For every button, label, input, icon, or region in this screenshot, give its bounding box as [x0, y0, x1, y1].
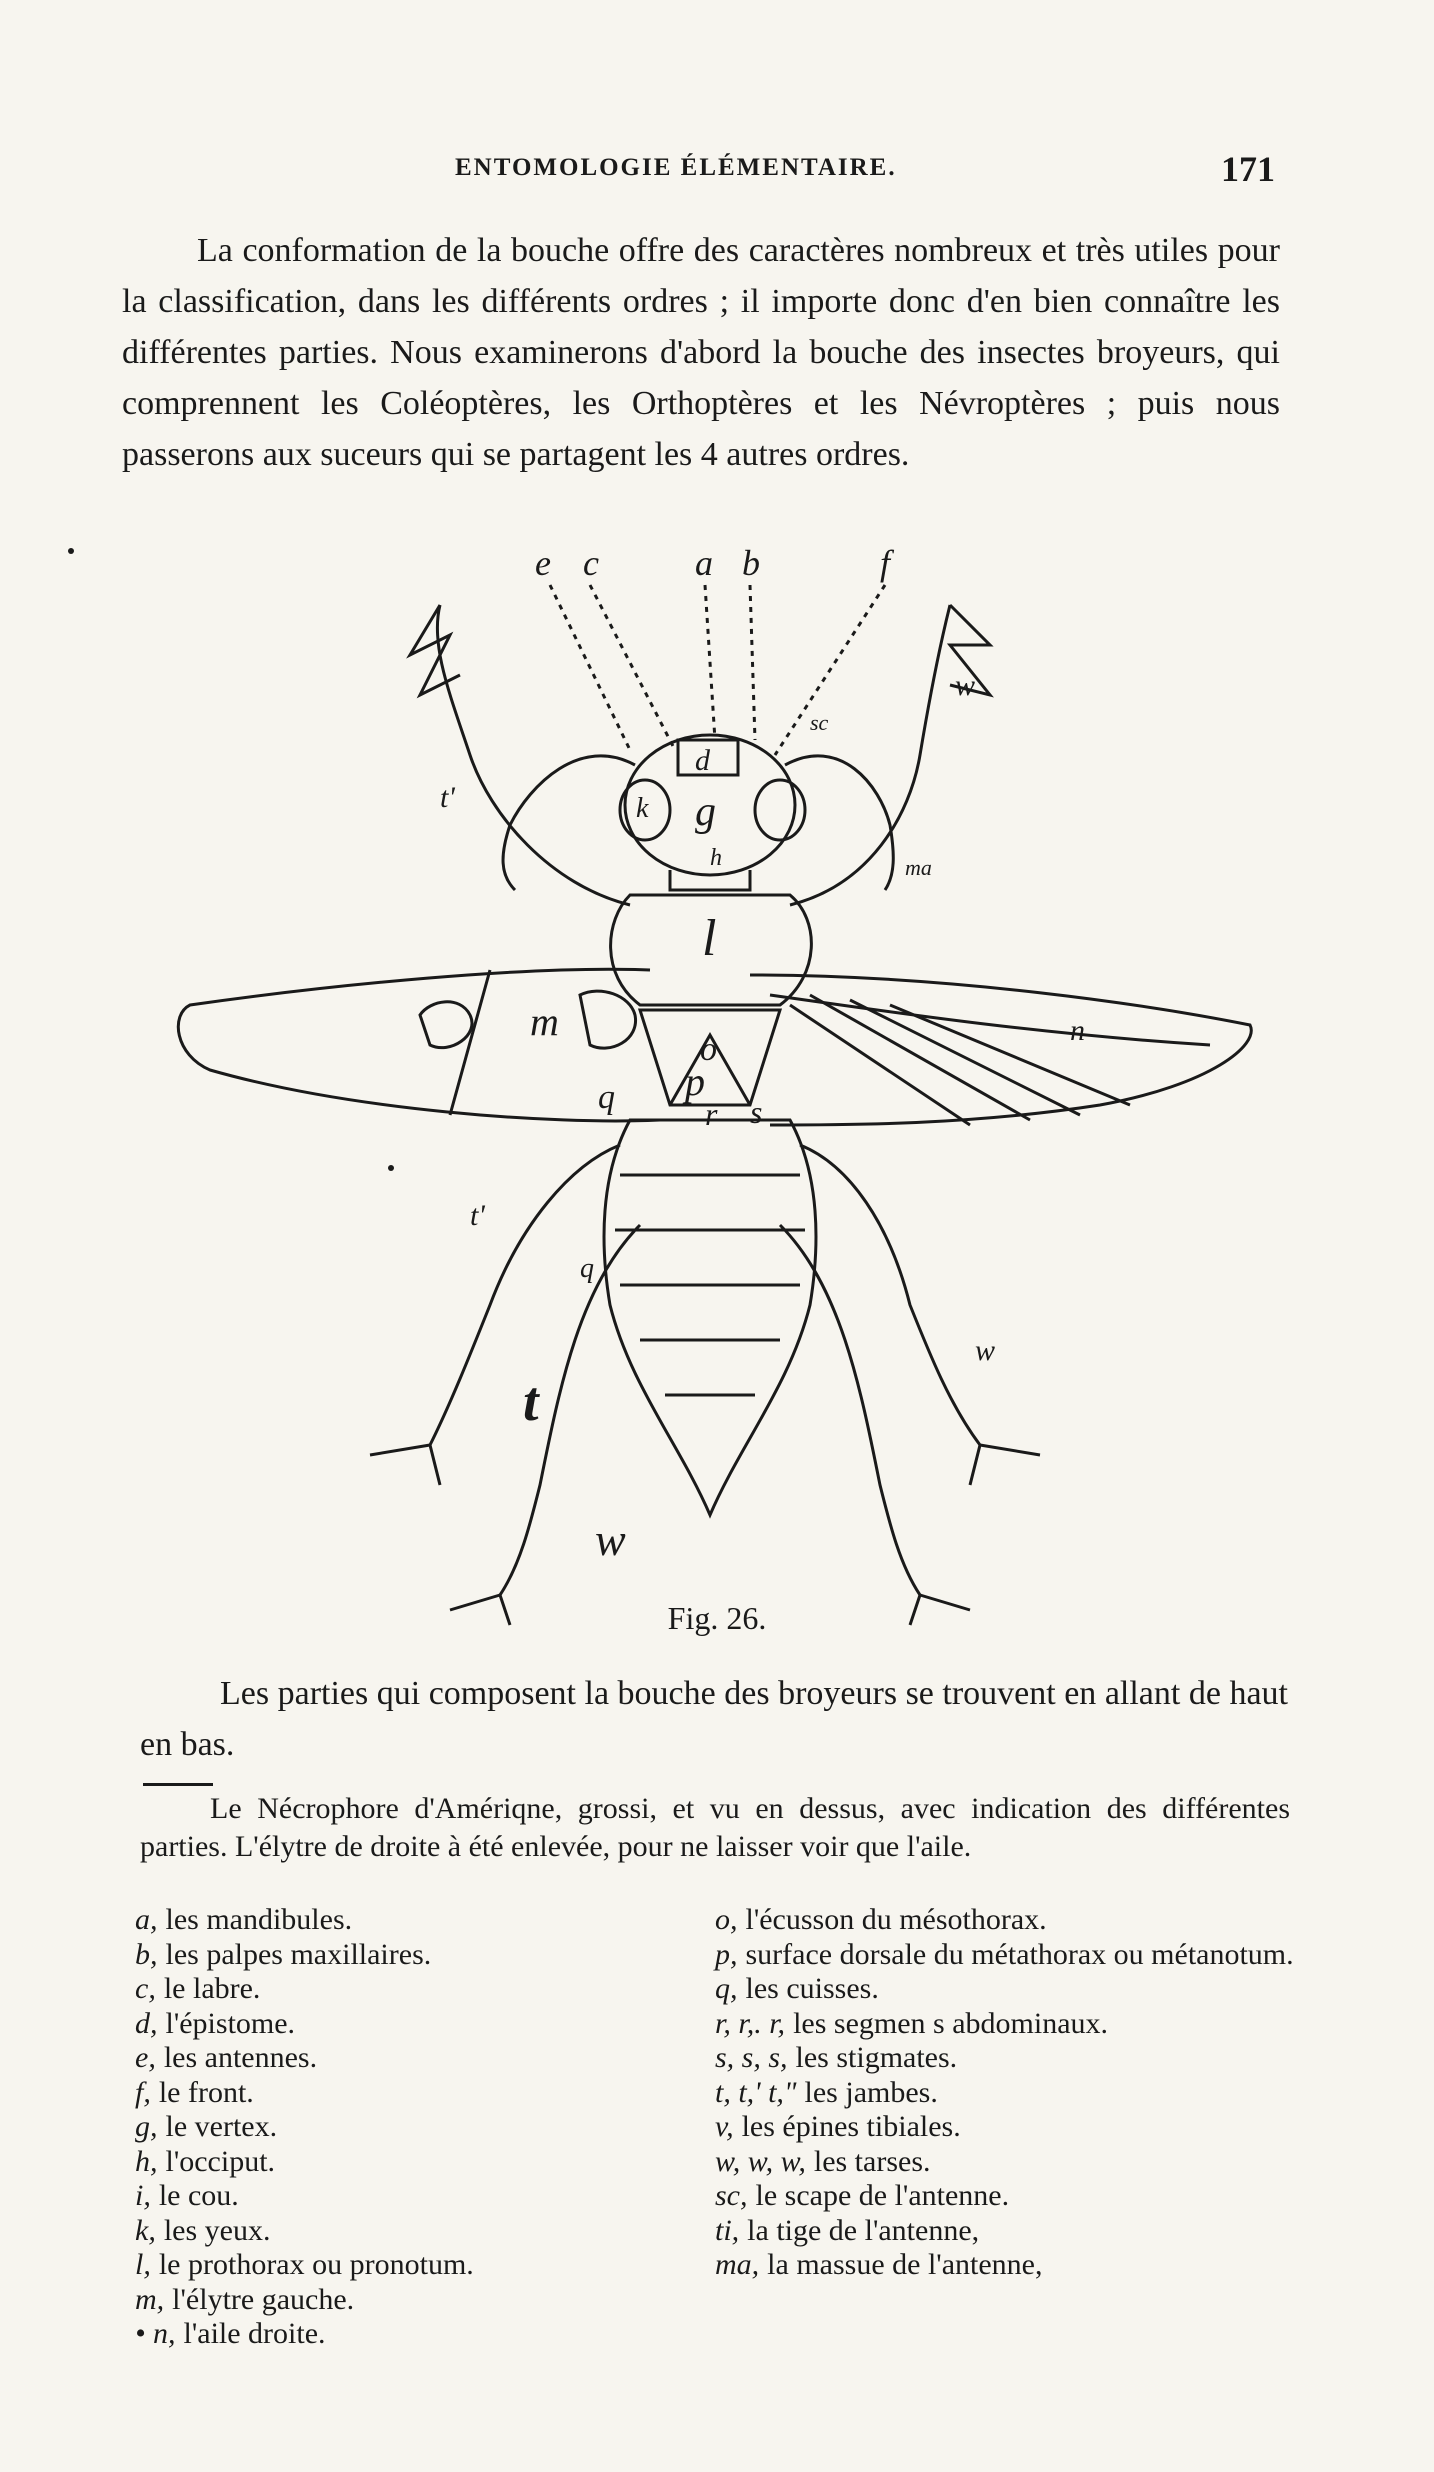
label-e: e	[535, 543, 551, 583]
label-r: r	[705, 1096, 718, 1132]
footnote-rule	[143, 1783, 213, 1786]
label-a: a	[695, 543, 713, 583]
label-ti-top: t'	[440, 781, 455, 814]
legend-item: t, t,' t," les jambes.	[715, 2075, 938, 2109]
leader-line-c	[590, 585, 675, 750]
label-sc: sc	[810, 710, 829, 735]
legend-item: h, l'occiput.	[135, 2144, 276, 2178]
legend-item: m, l'élytre gauche.	[135, 2282, 355, 2316]
label-k: k	[636, 793, 649, 824]
label-q-mid: q	[580, 1253, 594, 1284]
legend-item: q, les cuisses.	[715, 1972, 879, 2005]
stray-dot	[68, 548, 74, 554]
legend-item: p, surface dorsale du métathorax ou métanotum.	[715, 1937, 1294, 1971]
neck-outline	[670, 870, 750, 890]
legend-item: w, w, w, les tarses.	[715, 2144, 931, 2178]
label-q-top: q	[598, 1079, 615, 1116]
label-w-mid: w	[975, 1334, 996, 1367]
right-middle-tarsus	[970, 1445, 1040, 1485]
label-w-bottom: w	[595, 1514, 626, 1565]
legend-item: sc, le scape de l'antenne.	[715, 2179, 1010, 2212]
left-middle-tarsus	[370, 1445, 440, 1485]
leader-line-b	[750, 585, 755, 740]
right-wing-vein-4	[850, 1000, 1080, 1115]
label-o: o	[700, 1031, 717, 1068]
left-front-tarsus	[410, 605, 460, 695]
label-p: p	[685, 1059, 705, 1104]
label-t: t	[523, 1371, 539, 1433]
legend-item: o, l'écusson du mésothorax.	[715, 1903, 1047, 1936]
label-w-top: w	[955, 669, 976, 702]
legend-item: a, les mandibules.	[135, 1903, 353, 1936]
legend-item: ma, la massue de l'antenne,	[715, 2248, 1043, 2281]
legend-item: f, le front.	[135, 2075, 254, 2109]
legend-item: • n, l'aile droite.	[135, 2317, 326, 2350]
legend-item: e, les antennes.	[135, 2041, 318, 2074]
right-wing-vein-2	[790, 1005, 970, 1125]
label-b: b	[742, 543, 760, 583]
label-c: c	[583, 543, 599, 583]
figure-caption: Fig. 26.	[667, 1600, 767, 1636]
legend-item: l, le prothorax ou pronotum.	[135, 2248, 474, 2281]
right-wing-vein-5	[890, 1005, 1130, 1105]
legend-item: c, le labre.	[135, 1972, 261, 2005]
second-paragraph: Les parties qui composent la bouche des broyeurs se trouvent en allant de haut en bas.	[140, 1675, 1288, 1763]
label-d: d	[695, 744, 710, 777]
elytron-patch-1	[420, 1002, 472, 1048]
abdomen-outline	[604, 1120, 816, 1515]
label-m: m	[530, 999, 559, 1044]
right-eye	[755, 780, 805, 840]
beetle-illustration	[150, 525, 1280, 1655]
legend-item: i, le cou.	[135, 2179, 239, 2212]
label-t-mid: t'	[470, 1199, 485, 1232]
legend-item: ti, la tige de l'antenne,	[715, 2213, 980, 2247]
label-s: s	[750, 1094, 763, 1130]
right-wing-vein-1	[770, 995, 1210, 1045]
legend-item: r, r,. r, les segmen s abdominaux.	[715, 2006, 1109, 2040]
label-l: l	[702, 910, 717, 967]
legend-item: b, les palpes maxillaires.	[135, 1937, 432, 1971]
label-f: f	[880, 543, 891, 583]
left-wing-line	[450, 970, 490, 1115]
leader-line-e	[550, 585, 630, 750]
legend-right-column	[715, 1903, 1305, 2283]
legend-intro: Le Nécrophore d'Amériqne, grossi, et vu en dessus, avec indication des différentes parties. L'élytre de droite à été enlevée, pour ne laisser voir que l'aile.	[140, 1792, 1290, 1863]
page-number: 171	[1221, 149, 1275, 189]
legend-left-column	[135, 1903, 695, 2352]
label-n: n	[1070, 1014, 1085, 1047]
legend-item: k, les yeux.	[135, 2213, 271, 2247]
leader-line-f	[775, 585, 885, 755]
right-wing-vein-3	[810, 995, 1030, 1120]
intro-paragraph: La conformation de la bouche offre des caractères nombreux et très utiles pour la classification, dans les différents ordres ; il importe donc d'en bien connaître les différentes parties. Nous examinerons d'abord la bouche des insectes broyeurs, qui comprennent les Coléoptères, les Orthoptères et les Névroptères ; puis nous passerons aux suceurs qui se partagent les 4 autres ordres.	[122, 232, 1280, 473]
page-header	[455, 148, 1275, 198]
label-ma: ma	[905, 855, 932, 880]
leader-line-a	[705, 585, 715, 740]
legend-item: v, les épines tibiales.	[715, 2110, 961, 2143]
elytron-patch-2	[580, 991, 636, 1048]
beetle-figure	[150, 525, 1280, 1655]
legend-item: g, le vertex.	[135, 2110, 278, 2143]
label-g: g	[695, 789, 716, 835]
stray-dot-2	[388, 1165, 394, 1171]
label-h: h	[710, 845, 722, 871]
running-title: ENTOMOLOGIE ÉLÉMENTAIRE.	[455, 154, 897, 181]
legend-item: s, s, s, les stigmates.	[715, 2041, 958, 2074]
right-hind-leg	[780, 1225, 920, 1595]
left-antenna	[503, 756, 635, 890]
legend-item: d, l'épistome.	[135, 2006, 296, 2040]
